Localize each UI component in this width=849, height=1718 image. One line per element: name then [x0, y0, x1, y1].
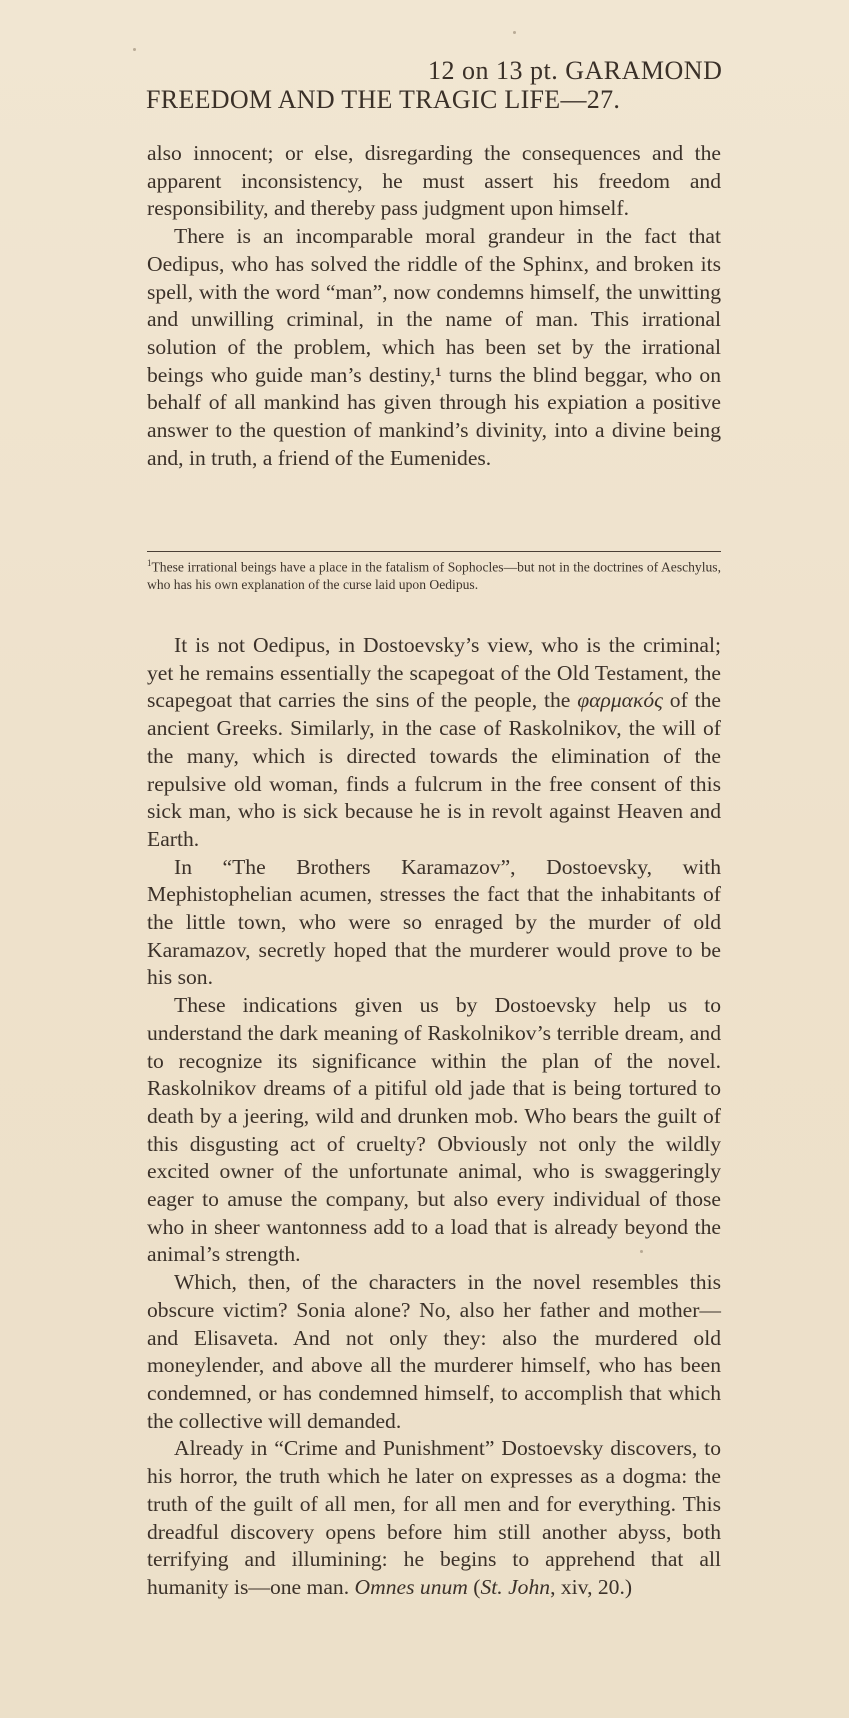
footnote-number: 1	[147, 558, 152, 568]
typesetting-spec-note: 12 on 13 pt. GARAMOND	[428, 56, 723, 85]
reference-open-paren: (	[473, 1574, 481, 1599]
body-text-upper	[147, 140, 721, 472]
paragraph	[147, 632, 721, 854]
paragraph-text: turns the blind beggar, who on behalf of all mankind has given through his expiation a positive answer to the question of mankind’s divinity, into a divine being and, in truth, a friend of the Eumenides.	[147, 362, 721, 470]
paragraph: Which, then, of the characters in the novel resembles this obscure victim? Sonia alone? No, also her father and mother—and Elisaveta. And not only they: also the murdered old moneylender, and above all the murderer himself, who has been condemned, or has condemned himself, to accomplish that which the collective will demanded.	[147, 1270, 721, 1433]
body-text-lower	[147, 632, 721, 1602]
footnote	[147, 555, 721, 594]
reference-citation: , xiv, 20.)	[550, 1574, 633, 1599]
paragraph-text: of the ancient Greeks. Similarly, in the case of Raskolnikov, the will of the many, which is directed towards the elimination of the repulsive old woman, finds a fulcrum in the free consent of this sick man, who is sick because he is in revolt against Heaven and Earth.	[147, 688, 721, 851]
paper-speck	[133, 48, 136, 51]
running-head: FREEDOM AND THE TRAGIC LIFE—27.	[146, 85, 621, 114]
paragraph	[147, 223, 721, 472]
greek-word: φαρμακός	[577, 688, 663, 713]
reference-book: St. John	[480, 1574, 551, 1599]
paragraph-text: There is an incomparable moral grandeur in the fact that Oedipus, who has solved the riddle of the Sphinx, and broken its spell, with the word “man”, now condemns himself, the unwitting and unwilling criminal, in the name of man. This irrational solution of the problem, which has been set by the irrational beings who guide man’s destiny,	[147, 224, 721, 387]
footnote-text: These irrational beings have a place in the fatalism of Sophocles—but not in the doctrines of Aeschylus, who has his own explanation of the curse laid upon Oedipus.	[147, 559, 721, 593]
latin-phrase: Omnes unum	[354, 1574, 468, 1599]
footnote-marker: ¹	[435, 362, 442, 387]
paragraph-text: Already in “Crime and Punishment” Dostoevsky discovers, to his horror, the truth which he later on expresses as a dogma: the truth of the guilt of all men, for all men and for everything. This dreadful discovery opens before him still another abyss, both terrifying and illumining: he begins to apprehend that all humanity is—one man.	[147, 1436, 721, 1599]
paragraph: In “The Brothers Karamazov”, Dostoevsky, with Mephistophelian acumen, stresses the fact that the inhabitants of the little town, who were so enraged by the murder of old Karamazov, secretly hoped that the murderer would prove to be his son.	[147, 854, 721, 990]
paragraph: These indications given us by Dostoevsky help us to understand the dark meaning of Raskolnikov’s terrible dream, and to recognize its significance within the plan of the novel. Raskolnikov dreams of a pitiful old jade that is being tortured to death by a jeering, wild and drunken mob. Who bears the guilt of this disgusting act of cruelty? Obviously not only the wildly excited owner of the unfortunate animal, who is swaggeringly eager to amuse the company, but also every individual of those who in sheer wantonness add to a load that is already beyond the animal’s strength.	[147, 993, 721, 1267]
paragraph	[147, 1435, 721, 1601]
paper-speck	[513, 31, 516, 34]
paragraph-text: It is not Oedipus, in Dostoevsky’s view, who is the criminal; yet he remains essentially the scapegoat of the Old Testament, the scapegoat that carries the sins of the people, the	[147, 633, 721, 713]
paragraph: also innocent; or else, disregarding the consequences and the apparent inconsistency, he must assert his freedom and responsibility, and thereby pass judgment upon himself.	[147, 141, 721, 221]
footnote-rule	[147, 551, 721, 552]
